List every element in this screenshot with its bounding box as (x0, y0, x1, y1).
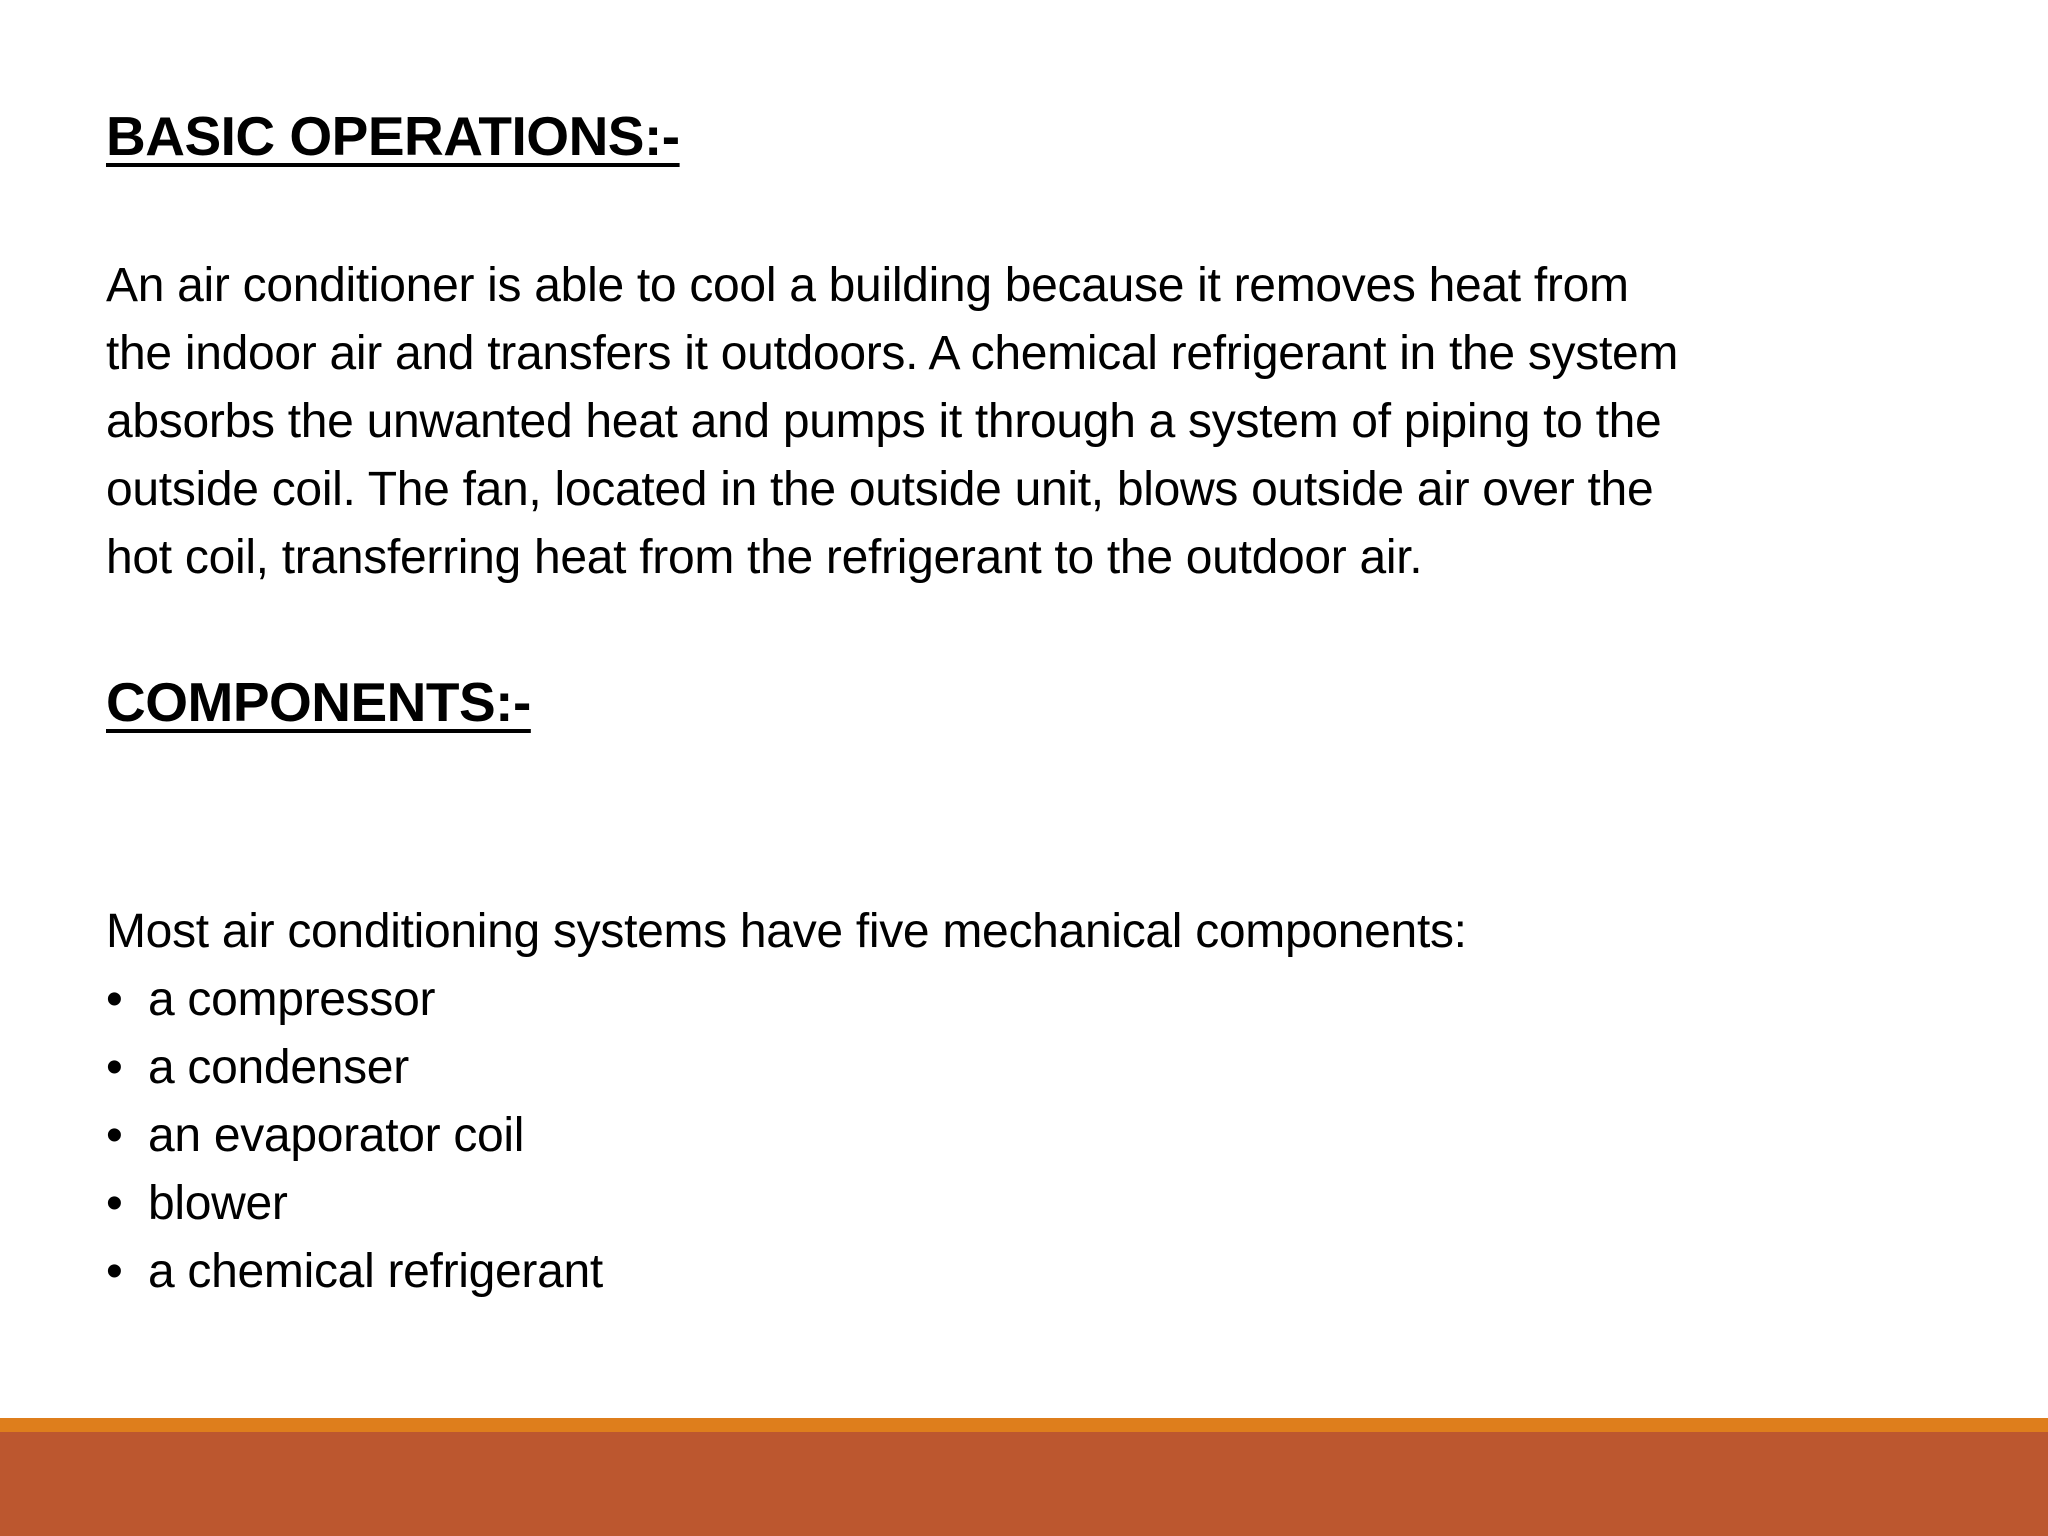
footer-bar (0, 1432, 2048, 1536)
basic-operations-heading: BASIC OPERATIONS:- (106, 105, 680, 167)
basic-operations-line: hot coil, transferring heat from the refrigerant to the outdoor air. (106, 531, 1423, 584)
component-label: an evaporator coil (148, 1109, 525, 1162)
list-item (106, 1238, 603, 1306)
footer-accent-stripe (0, 1418, 2048, 1432)
bullet-icon: • (106, 1109, 123, 1162)
basic-operations-line: absorbs the unwanted heat and pumps it through a system of piping to the (106, 395, 1662, 448)
component-label: a condenser (148, 1041, 409, 1094)
components-list (106, 966, 603, 1306)
bullet-icon: • (106, 1245, 123, 1298)
bullet-icon: • (106, 1041, 123, 1094)
components-heading: COMPONENTS:- (106, 671, 531, 733)
list-item (106, 1102, 603, 1170)
list-item (106, 966, 603, 1034)
component-label: a chemical refrigerant (148, 1245, 603, 1298)
component-label: a compressor (148, 973, 436, 1026)
list-item (106, 1170, 603, 1238)
components-intro: Most air conditioning systems have five mechanical components: (106, 905, 1467, 958)
basic-operations-line: An air conditioner is able to cool a building because it removes heat from (106, 259, 1629, 312)
basic-operations-line: outside coil. The fan, located in the outside unit, blows outside air over the (106, 463, 1654, 516)
slide-content (106, 92, 1986, 1298)
list-item (106, 1034, 603, 1102)
basic-operations-line: the indoor air and transfers it outdoors. A chemical refrigerant in the system (106, 327, 1679, 380)
basic-operations-body (106, 252, 1986, 592)
component-label: blower (148, 1177, 288, 1230)
bullet-icon: • (106, 1177, 123, 1230)
bullet-icon: • (106, 973, 123, 1026)
